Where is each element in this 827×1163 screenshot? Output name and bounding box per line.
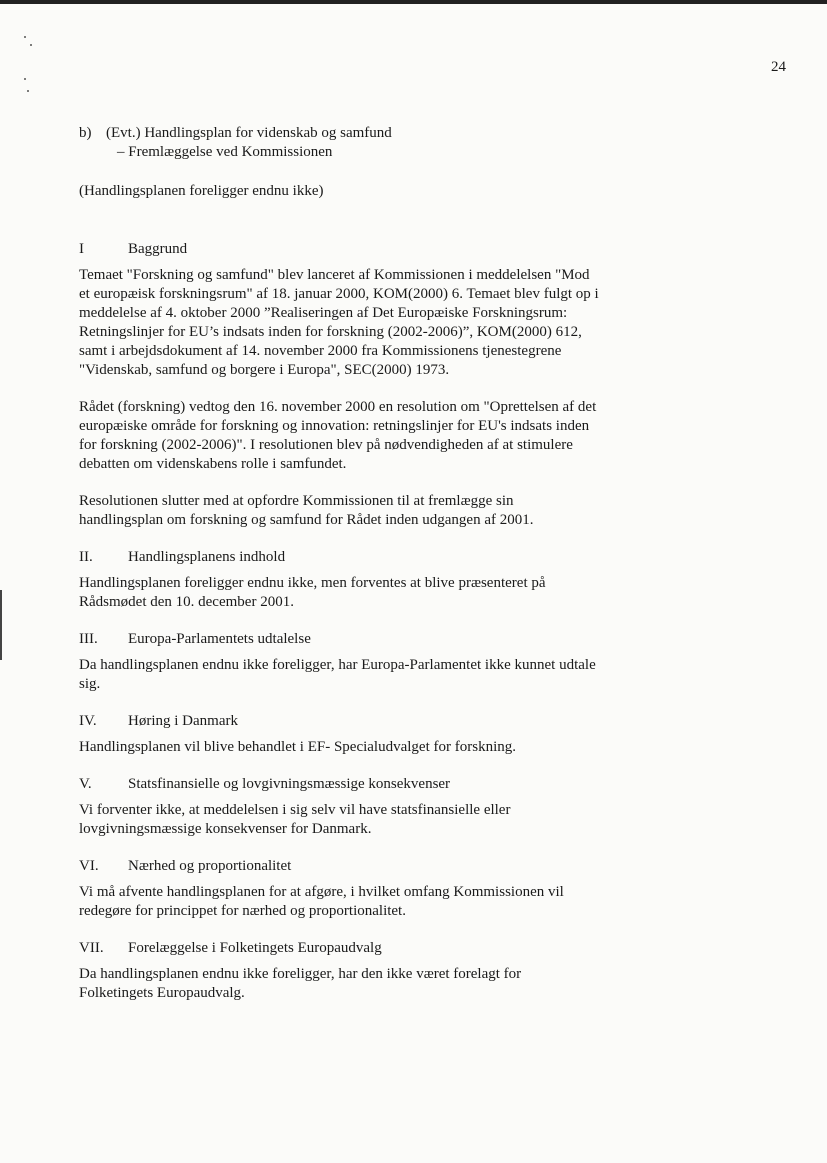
agenda-item-title: (Evt.) Handlingsplan for videnskab og samfund <box>106 125 392 141</box>
section <box>79 712 599 757</box>
section-paragraph: Da handlingsplanen endnu ikke foreligger, har den ikke været forelagt for Folketingets Europaudvalg. <box>79 966 522 1001</box>
agenda-item <box>79 124 599 162</box>
section-heading <box>79 240 599 259</box>
section-heading <box>79 939 599 958</box>
document-body <box>79 124 599 1003</box>
section <box>79 630 599 694</box>
agenda-item-label: b) <box>79 125 92 141</box>
top-edge-rule <box>0 0 827 4</box>
section <box>79 548 599 612</box>
status-note: (Handlingsplanen foreligger endnu ikke) <box>79 183 324 199</box>
sections-container <box>79 240 599 1003</box>
section-title: Høring i Danmark <box>128 713 238 729</box>
section-title: Forelæggelse i Folketingets Europaudvalg <box>128 940 382 956</box>
section-numeral: VII. <box>79 940 104 956</box>
section-title: Statsfinansielle og lovgivningsmæssige konsekvenser <box>128 776 451 792</box>
section-numeral: II. <box>79 549 93 565</box>
agenda-item-title-line <box>79 124 599 143</box>
section-paragraph: Rådet (forskning) vedtog den 16. november 2000 en resolution om "Oprettelsen af det europæiske område for forskning og innovation: retningslinjer for EU's indsats inden for forskning (2002-2006)". I resolutionen blev på nødvendigheden af at stimulere debatten om videnskabens rolle i samfundet. <box>79 399 597 472</box>
section <box>79 240 599 530</box>
scan-speck <box>24 36 26 38</box>
section <box>79 775 599 839</box>
section-numeral: I <box>79 241 84 257</box>
scan-edge-mark <box>0 590 2 660</box>
section <box>79 857 599 921</box>
section-title: Handlingsplanens indhold <box>128 549 286 565</box>
scan-speck <box>24 78 26 80</box>
scan-speck <box>30 44 32 46</box>
section-numeral: III. <box>79 631 98 647</box>
section <box>79 939 599 1003</box>
section-heading <box>79 548 599 567</box>
section-title: Europa-Parlamentets udtalelse <box>128 631 311 647</box>
section-paragraph: Handlingsplanen vil blive behandlet i EF- Specialudvalget for forskning. <box>79 739 516 755</box>
agenda-item-subtitle: – Fremlæggelse ved Kommissionen <box>117 144 333 160</box>
section-paragraph: Vi må afvente handlingsplanen for at afgøre, i hvilket omfang Kommissionen vil redegøre for princippet for nærhed og proportionalitet. <box>79 884 564 919</box>
section-paragraph: Temaet "Forskning og samfund" blev lanceret af Kommissionen i meddelelsen "Mod et europæisk forskningsrum" af 18. januar 2000, KOM(2000) 6. Temaet blev fulgt op i meddelelse af 4. oktober 2000 ”Realiseringen af Det Europæiske Forskningsrum: Retningslinjer for EU’s indsats inden for forskning (2002-2006)”, KOM(2000) 612, samt i arbejdsdokument af 14. november 2000 fra Kommissionens tjenestegrene "Videnskab, samfund og borgere i Europa", SEC(2000) 1973. <box>79 267 599 378</box>
section-numeral: V. <box>79 776 92 792</box>
section-heading <box>79 857 599 876</box>
scan-speck <box>27 90 29 92</box>
section-paragraph: Da handlingsplanen endnu ikke foreligger, har Europa-Parlamentet ikke kunnet udtale sig. <box>79 657 596 692</box>
section-paragraph: Vi forventer ikke, at meddelelsen i sig selv vil have statsfinansielle eller lovgivningsmæssige konsekvenser for Danmark. <box>79 802 511 837</box>
section-heading <box>79 712 599 731</box>
page-number: 24 <box>771 59 786 75</box>
section-heading <box>79 630 599 649</box>
section-paragraph: Handlingsplanen foreligger endnu ikke, men forventes at blive præsenteret på Rådsmødet den 10. december 2001. <box>79 575 546 610</box>
section-numeral: IV. <box>79 713 97 729</box>
section-paragraph: Resolutionen slutter med at opfordre Kommissionen til at fremlægge sin handlingsplan om forskning og samfund for Rådet inden udgangen af 2001. <box>79 493 534 528</box>
section-heading <box>79 775 599 794</box>
section-numeral: VI. <box>79 858 99 874</box>
section-title: Nærhed og proportionalitet <box>128 858 292 874</box>
section-title: Baggrund <box>128 241 188 257</box>
